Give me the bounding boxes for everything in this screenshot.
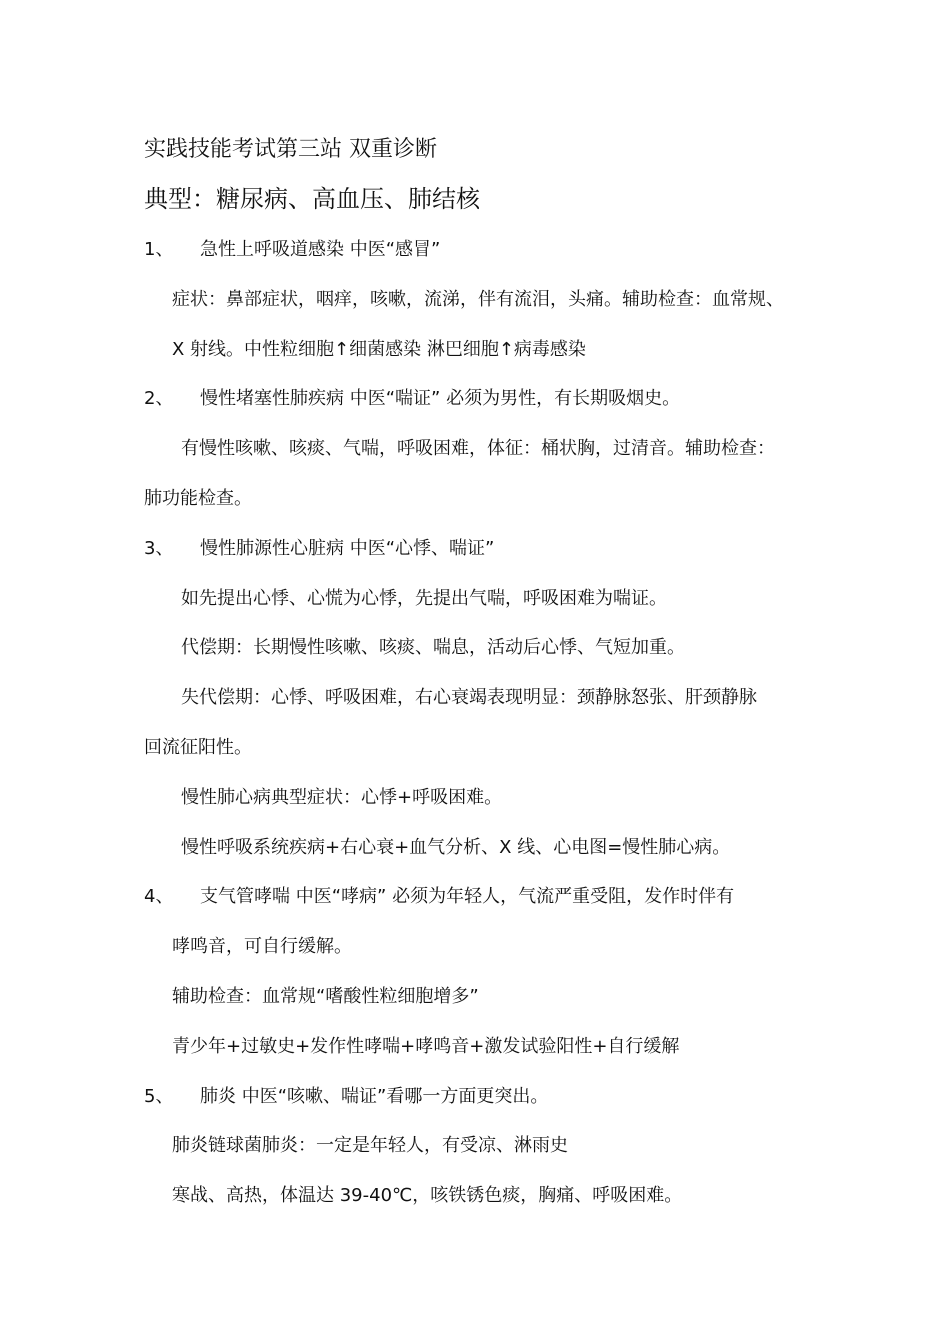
section-5-line-1: 肺炎链球菌肺炎：一定是年轻人，有受凉、淋雨史 [172,1135,568,1156]
section-3-line-1: 如先提出心悸、心慌为心悸，先提出气喘，呼吸困难为喘证。 [181,588,667,609]
section-number: 2、 [144,388,174,409]
section-3-line-5: 慢性肺心病典型症状：心悸+呼吸困难。 [181,787,503,808]
section-2-line-2: 肺功能检查。 [144,488,252,509]
section-3-line-2: 代偿期：长期慢性咳嗽、咳痰、喘息，活动后心悸、气短加重。 [181,637,685,658]
section-number: 3、 [144,538,174,559]
document-subtitle: 典型：糖尿病、高血压、肺结核 [144,185,480,213]
section-2-heading [144,387,680,411]
section-heading-text: 慢性堵塞性肺疾病 中医“喘证” 必须为男性，有长期吸烟史。 [200,388,681,409]
section-number: 1、 [144,239,174,260]
section-4-line-3: 青少年+过敏史+发作性哮喘+哮鸣音+激发试验阳性+自行缓解 [172,1036,680,1057]
section-4-heading [144,885,734,909]
section-number: 5、 [144,1086,174,1107]
document-title: 实践技能考试第三站 双重诊断 [144,137,437,162]
section-heading-text: 肺炎 中医“咳嗽、喘证”看哪一方面更突出。 [200,1086,549,1107]
section-2-line-1: 有慢性咳嗽、咳痰、气喘，呼吸困难，体征：桶状胸，过清音。辅助检查： [181,438,775,459]
section-4-line-1: 哮鸣音，可自行缓解。 [172,936,352,957]
section-3-line-4: 回流征阳性。 [144,737,252,758]
section-1-heading [144,238,440,262]
section-3-heading [144,537,494,561]
section-1-line-2: X 射线。中性粒细胞↑细菌感染 淋巴细胞↑病毒感染 [172,339,586,360]
section-heading-text: 急性上呼吸道感染 中医“感冒” [200,239,441,260]
section-heading-text: 慢性肺源性心脏病 中医“心悸、喘证” [200,538,495,559]
section-1-line-1: 症状：鼻部症状，咽痒，咳嗽，流涕，伴有流泪，头痛。辅助检查：血常规、 [172,289,784,310]
section-heading-text: 支气管哮喘 中医“哮病” 必须为年轻人，气流严重受阻，发作时伴有 [200,886,735,907]
section-number: 4、 [144,886,174,907]
section-5-line-2: 寒战、高热，体温达 39-40℃，咳铁锈色痰，胸痛、呼吸困难。 [172,1185,683,1206]
section-3-line-3: 失代偿期：心悸、呼吸困难，右心衰竭表现明显：颈静脉怒张、肝颈静脉 [181,687,757,708]
section-5-heading [144,1085,548,1109]
section-3-line-6: 慢性呼吸系统疾病+右心衰+血气分析、X 线、心电图=慢性肺心病。 [181,837,731,858]
section-4-line-2: 辅助检查：血常规“嗜酸性粒细胞增多” [172,986,479,1007]
